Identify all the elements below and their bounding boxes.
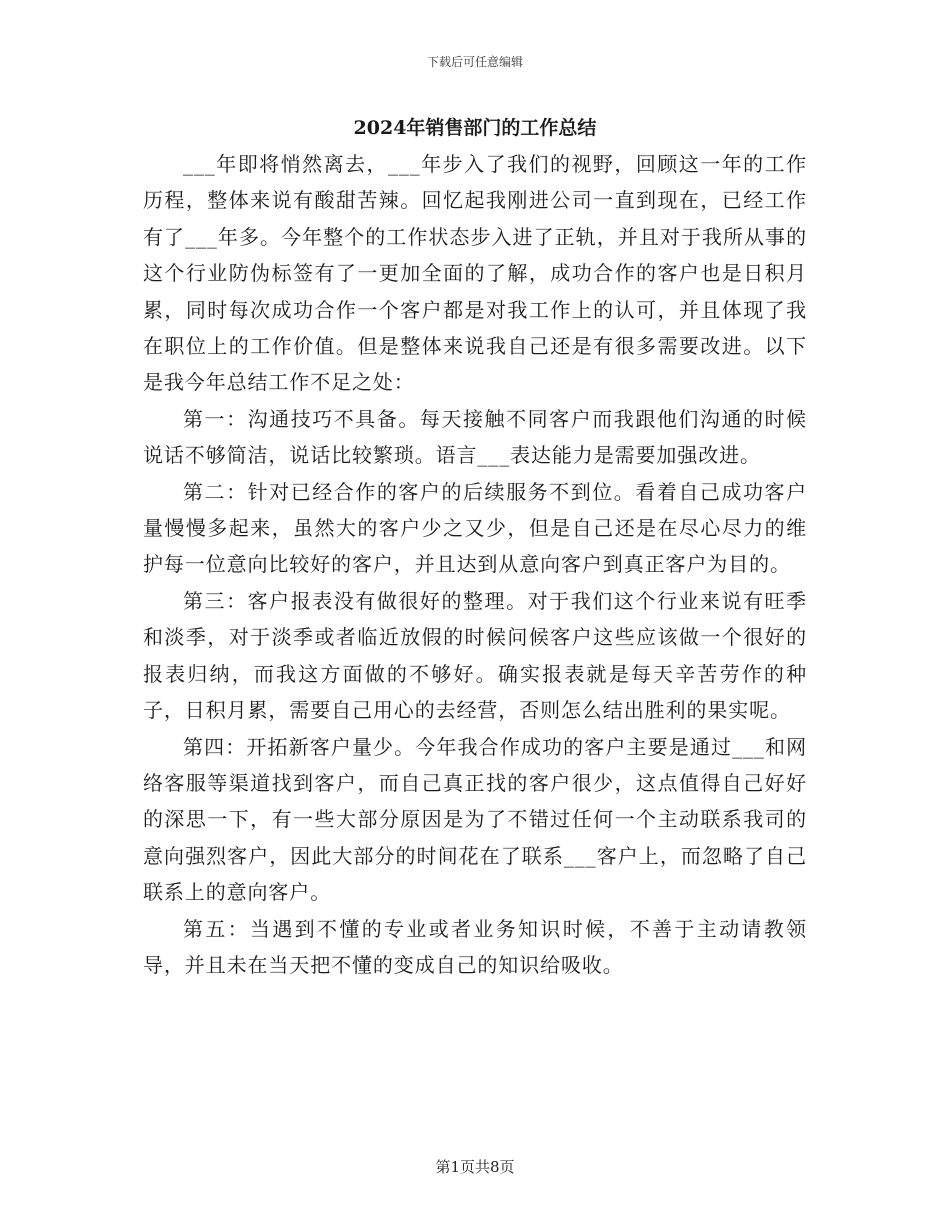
paragraph-point-4: 第四：开拓新客户量少。今年我合作成功的客户主要是通过___和网络客服等渠道找到客户，而自己真正找的客户很少，这点值得自己好好的深思一下，有一些大部分原因是为了不错过任何一个主动联系我司的意向强烈客户，因此大部分的时间花在了联系___客户上，而忽略了自己联系上的意向客户。 <box>143 734 807 905</box>
header-note: 下载后可任意编辑 <box>426 55 523 69</box>
paragraph-intro: ___年即将悄然离去，___年步入了我们的视野，回顾这一年的工作历程，整体来说有酸甜苦辣。回忆起我刚进公司一直到现在，已经工作有了___年多。今年整个的工作状态步入进了正轨，并且对于我所从事的这个行业防伪标签有了一更加全面的了解，成功合作的客户也是日积月累，同时每次成功合作一个客户都是对我工作上的认可，并且体现了我在职位上的工作价值。但是整体来说我自己还是有很多需要改进。以下是我今年总结工作不足之处： <box>143 152 807 395</box>
document-body <box>143 146 807 983</box>
paragraph-point-2: 第二：针对已经合作的客户的后续服务不到位。看着自己成功客户量慢慢多起来，虽然大的客户少之又少，但是自己还是在尽心尽力的维护每一位意向比较好的客户，并且达到从意向客户到真正客户为目的。 <box>143 479 807 577</box>
page-footer: 第1页共8页 <box>435 1158 515 1176</box>
document-title: 2024年销售部门的工作总结 <box>353 117 597 139</box>
paragraph-point-3: 第三：客户报表没有做很好的整理。对于我们这个行业来说有旺季和淡季，对于淡季或者临近放假的时候问候客户这些应该做一个很好的报表归纳，而我这方面做的不够好。确实报表就是每天辛苦劳作的种子，日积月累，需要自己用心的去经营，否则怎么结出胜利的果实呢。 <box>143 588 807 723</box>
paragraph-point-5: 第五：当遇到不懂的专业或者业务知识时候，不善于主动请教领导，并且未在当天把不懂的变成自己的知识给吸收。 <box>143 916 807 977</box>
paragraph-point-1: 第一：沟通技巧不具备。每天接触不同客户而我跟他们沟通的时候说话不够简洁，说话比较繁琐。语言___表达能力是需要加强改进。 <box>143 406 807 468</box>
